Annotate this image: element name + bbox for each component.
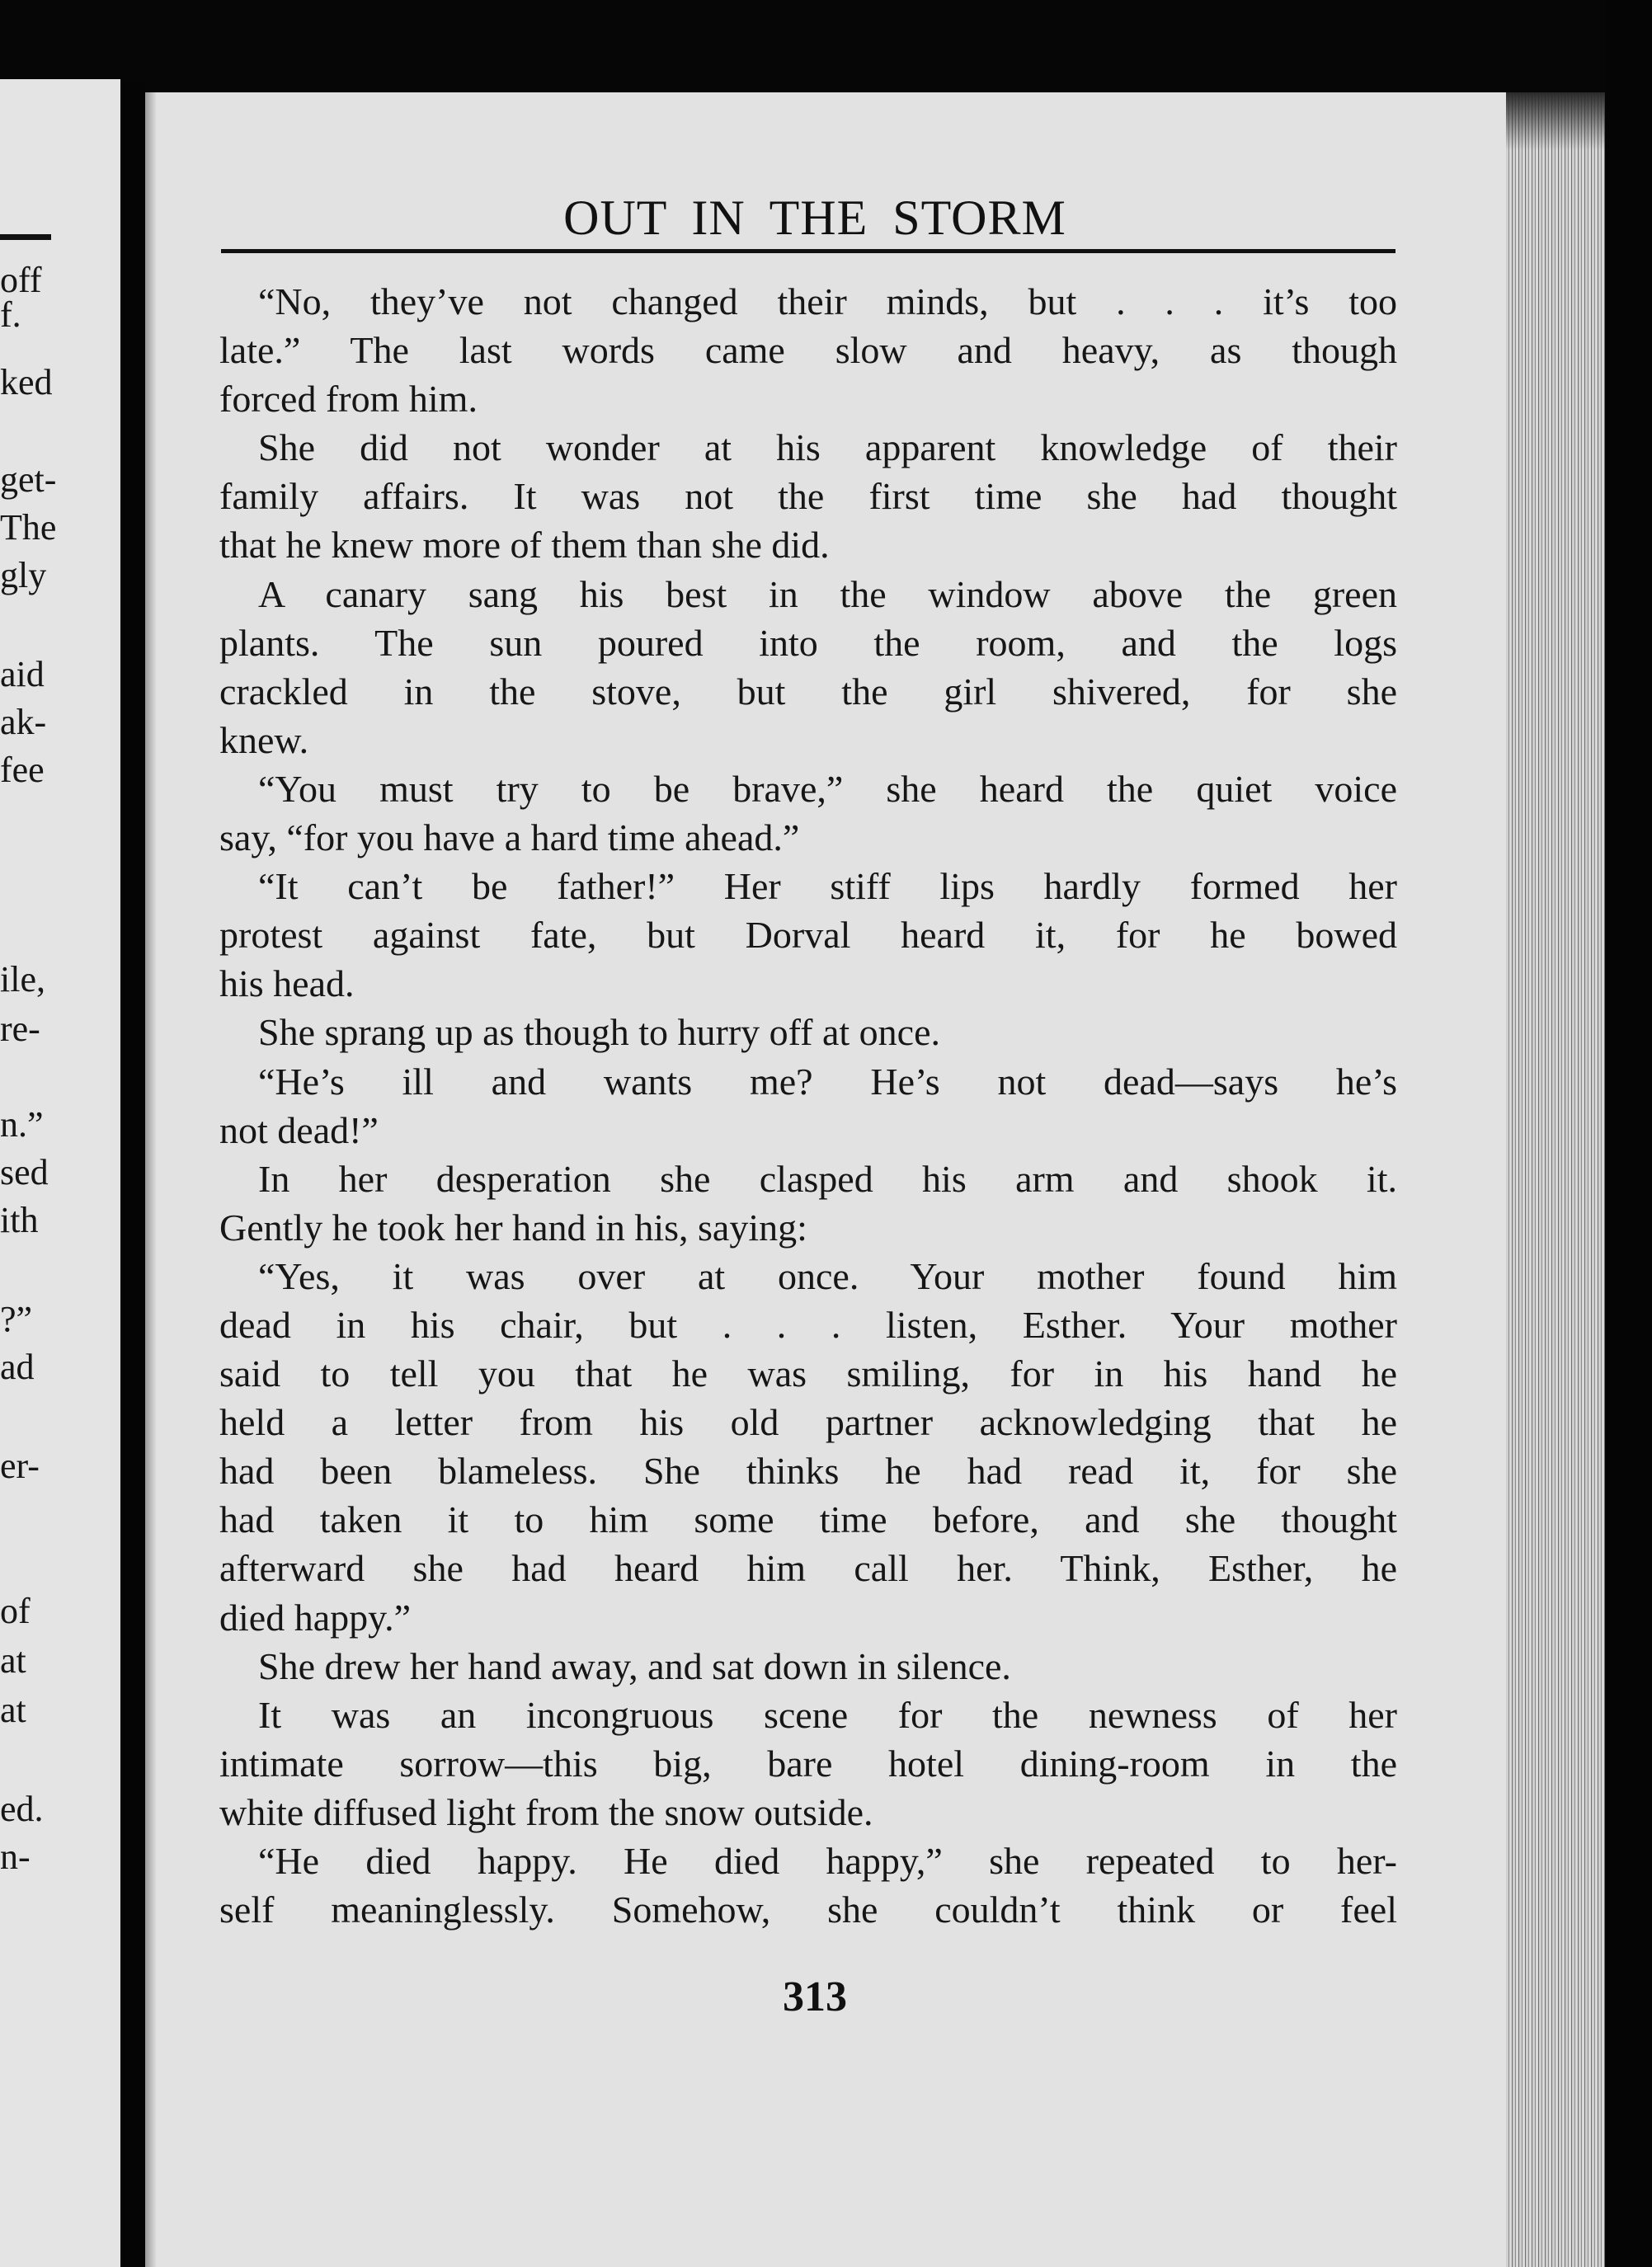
facing-page-word: aid — [0, 654, 45, 694]
text-line: She drew her hand away, and sat down in silence. — [258, 1644, 1011, 1687]
gutter-shadow — [145, 92, 157, 2267]
facing-page-word: fee — [0, 750, 45, 790]
text-line: forced from him. — [219, 378, 478, 421]
text-line: afterward she had heard him call her. Think, Esther, he — [219, 1547, 1397, 1590]
text-line: had been blameless. She thinks he had read it, for she — [219, 1450, 1397, 1493]
text-line: held a letter from his old partner acknowledging that he — [219, 1401, 1397, 1444]
text-line: dead in his chair, but . . . listen, Esther. Your mother — [219, 1303, 1397, 1346]
text-line: In her desperation she clasped his arm and shook it. — [258, 1157, 1397, 1200]
text-line: Gently he took her hand in his, saying: — [219, 1206, 807, 1249]
facing-page-word: at — [0, 1690, 26, 1730]
text-line: “No, they’ve not changed their minds, but . . . it’s too — [258, 280, 1397, 322]
facing-page-word: ?” — [0, 1299, 33, 1339]
text-line: plants. The sun poured into the room, and the logs — [219, 621, 1397, 664]
text-line: “He’s ill and wants me? He’s not dead—says he’s — [258, 1060, 1397, 1103]
fore-edge-shadow — [1506, 92, 1605, 150]
text-line: “Yes, it was over at once. Your mother found him — [258, 1254, 1397, 1297]
facing-page-word: at — [0, 1640, 26, 1681]
facing-page-word: ith — [0, 1200, 39, 1240]
text-line: had taken it to him some time before, and she thought — [219, 1498, 1397, 1541]
facing-page-word: f. — [0, 294, 21, 335]
header-rule — [221, 249, 1395, 253]
running-head: OUT IN THE STORM — [563, 190, 1066, 245]
facing-page-word: ed. — [0, 1789, 44, 1829]
text-line: said to tell you that he was smiling, for in his hand he — [219, 1352, 1397, 1395]
text-line: “You must try to be brave,” she heard the quiet voice — [258, 767, 1397, 810]
facing-page-word: re- — [0, 1009, 40, 1049]
text-line: A canary sang his best in the window above the green — [258, 572, 1397, 615]
scan-border — [1605, 0, 1652, 2267]
facing-page-word: n.” — [0, 1104, 44, 1145]
text-line: self meaninglessly. Somehow, she couldn’t think or feel — [219, 1888, 1397, 1931]
body-text — [219, 277, 1397, 1934]
facing-page-word: get- — [0, 459, 57, 500]
text-line: “It can’t be father!” Her stiff lips hardly formed her — [258, 865, 1397, 908]
book-spine-gutter — [120, 82, 145, 2267]
text-line: “He died happy. He died happy,” she repeated to her- — [258, 1840, 1397, 1882]
text-line: late.” The last words came slow and heavy, as though — [219, 329, 1397, 372]
facing-page-word: of — [0, 1591, 31, 1631]
facing-page-word: er- — [0, 1446, 40, 1486]
facing-page-word: ile, — [0, 959, 45, 999]
text-line: say, “for you have a hard time ahead.” — [219, 816, 800, 859]
facing-page-word: ked — [0, 362, 53, 402]
page-fore-edge — [1506, 92, 1605, 2267]
facing-page-fragment — [0, 79, 120, 2267]
text-line: She sprang up as though to hurry off at once. — [258, 1011, 940, 1054]
text-line: knew. — [219, 718, 309, 761]
text-line: died happy.” — [219, 1596, 412, 1639]
text-line: intimate sorrow—this big, bare hotel dining-room in the — [219, 1742, 1397, 1785]
text-line: his head. — [219, 962, 355, 1005]
page-number: 313 — [783, 1973, 847, 2020]
facing-page-rule — [0, 234, 51, 240]
facing-page-word: n- — [0, 1837, 31, 1877]
facing-page-word: ad — [0, 1347, 35, 1387]
text-line: family affairs. It was not the first time she had thought — [219, 475, 1397, 518]
facing-page-word: The — [0, 507, 57, 548]
text-line: white diffused light from the snow outside. — [219, 1790, 873, 1833]
text-line: that he knew more of them than she did. — [219, 524, 830, 567]
facing-page-word: ak- — [0, 702, 47, 742]
text-line: She did not wonder at his apparent knowledge of their — [258, 426, 1397, 469]
facing-page-word: off — [0, 260, 42, 300]
text-line: crackled in the stove, but the girl shivered, for she — [219, 670, 1397, 713]
text-line: protest against fate, but Dorval heard it, for he bowed — [219, 914, 1397, 957]
book-page — [145, 92, 1524, 2267]
facing-page-word: sed — [0, 1152, 49, 1192]
text-line: It was an incongruous scene for the newness of her — [258, 1693, 1397, 1736]
text-line: not dead!” — [219, 1108, 379, 1151]
facing-page-word: gly — [0, 555, 47, 595]
